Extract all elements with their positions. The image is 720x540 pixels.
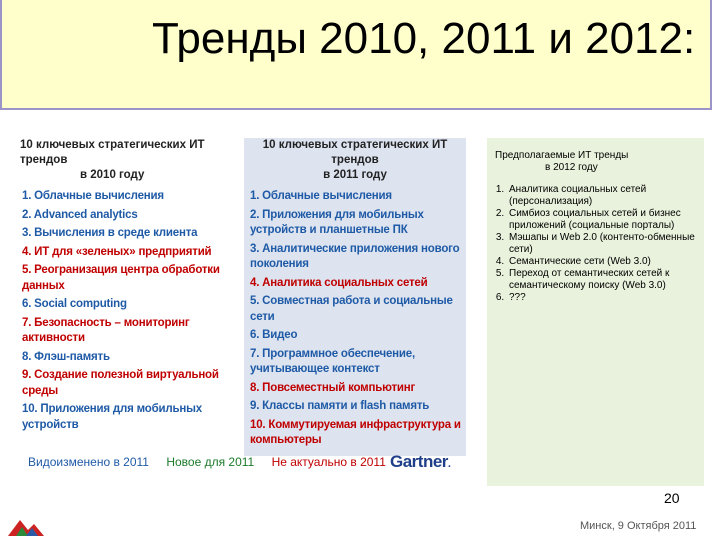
future-trend-item: 5. Переход от семантических сетей к семантическому поиску (Web 3.0) (507, 268, 704, 292)
gartner-logo (390, 452, 450, 472)
future-trend-item: 1. Аналитика социальных сетей (персонализация) (507, 184, 704, 208)
future-trend-item: 4. Семантические сети (Web 3.0) (507, 256, 704, 268)
heading-line: Предполагаемые ИТ тренды (495, 150, 629, 161)
heading-line: 10 ключевых стратегических ИТ трендов (262, 139, 448, 166)
trends-2012-heading (487, 138, 704, 174)
trend-item: 3. Вычисления в среде клиента (22, 227, 198, 239)
future-trend-item: 2. Симбиоз социальных сетей и бизнес приложений (социальные порталы) (507, 208, 704, 232)
gartner-logo-text: Gartner (390, 452, 448, 471)
future-trend-item: 3. Мэшапы и Web 2.0 (контенто-обменные сети) (507, 232, 704, 256)
trend-item: 5. Реогранизация центра обработки данных (22, 264, 220, 292)
heading-line: в 2010 году (80, 169, 145, 181)
future-trend-item: 6. ??? (507, 292, 704, 304)
footer-date: Минск, 9 Октября 2011 (580, 520, 697, 532)
legend (28, 455, 400, 469)
trend-item: 4. ИТ для «зеленых» предприятий (22, 245, 212, 258)
trends-2011-list (244, 189, 466, 449)
trend-item: 3. Аналитические приложения нового поколения (250, 242, 460, 270)
legend-new: Новое для 2011 (166, 455, 255, 469)
trends-2012-list (487, 184, 704, 304)
legend-modified: Видоизменено в 2011 (28, 455, 149, 469)
trend-item: 1. Облачные вычисления (22, 190, 164, 202)
trend-item: 9. Создание полезной виртуальной среды (22, 369, 219, 397)
gartner-logo-dot: . (447, 458, 451, 470)
heading-line: в 2012 году (545, 162, 598, 173)
trends-2011-panel (244, 138, 466, 456)
trend-item: 10. Приложения для мобильных устройств (22, 403, 202, 431)
company-logo-icon (8, 516, 44, 536)
heading-line: 10 ключевых стратегических ИТ трендов (20, 139, 205, 166)
trend-item: 7. Программное обеспечение, учитывающее контекст (250, 347, 415, 375)
heading-line: в 2011 году (323, 169, 387, 181)
title-bar (0, 0, 712, 110)
trend-item: 5. Совместная работа и социальные сети (250, 295, 453, 323)
trend-item: 6. Social computing (22, 298, 127, 310)
trend-item: 2. Приложения для мобильных устройств и планшетные ПК (250, 208, 424, 236)
trends-2010-list (16, 189, 234, 433)
trend-item: 4. Аналитика социальных сетей (250, 276, 428, 289)
trend-item: 2. Advanced analytics (22, 208, 138, 221)
trends-2010-panel (16, 138, 234, 456)
trend-item: 1. Облачные вычисления (250, 190, 392, 202)
trend-item: 8. Флэш-память (22, 350, 110, 363)
trend-item: 10. Коммутируемая инфраструктура и компьютеры (250, 418, 461, 446)
trend-item: 7. Безопасность – мониторинг активности (22, 316, 190, 344)
slide-title: Тренды 2010, 2011 и 2012: (152, 14, 696, 63)
trends-2011-heading (244, 138, 466, 183)
trend-item: 9. Классы памяти и flash память (250, 400, 430, 412)
page-number: 20 (664, 490, 680, 506)
trend-item: 8. Повсеместный компьютинг (250, 381, 416, 394)
trends-2010-heading (16, 138, 234, 183)
trends-2012-panel (487, 138, 704, 486)
trend-item: 6. Видео (250, 329, 298, 341)
legend-not-actual: Не актуально в 2011 (271, 455, 386, 469)
